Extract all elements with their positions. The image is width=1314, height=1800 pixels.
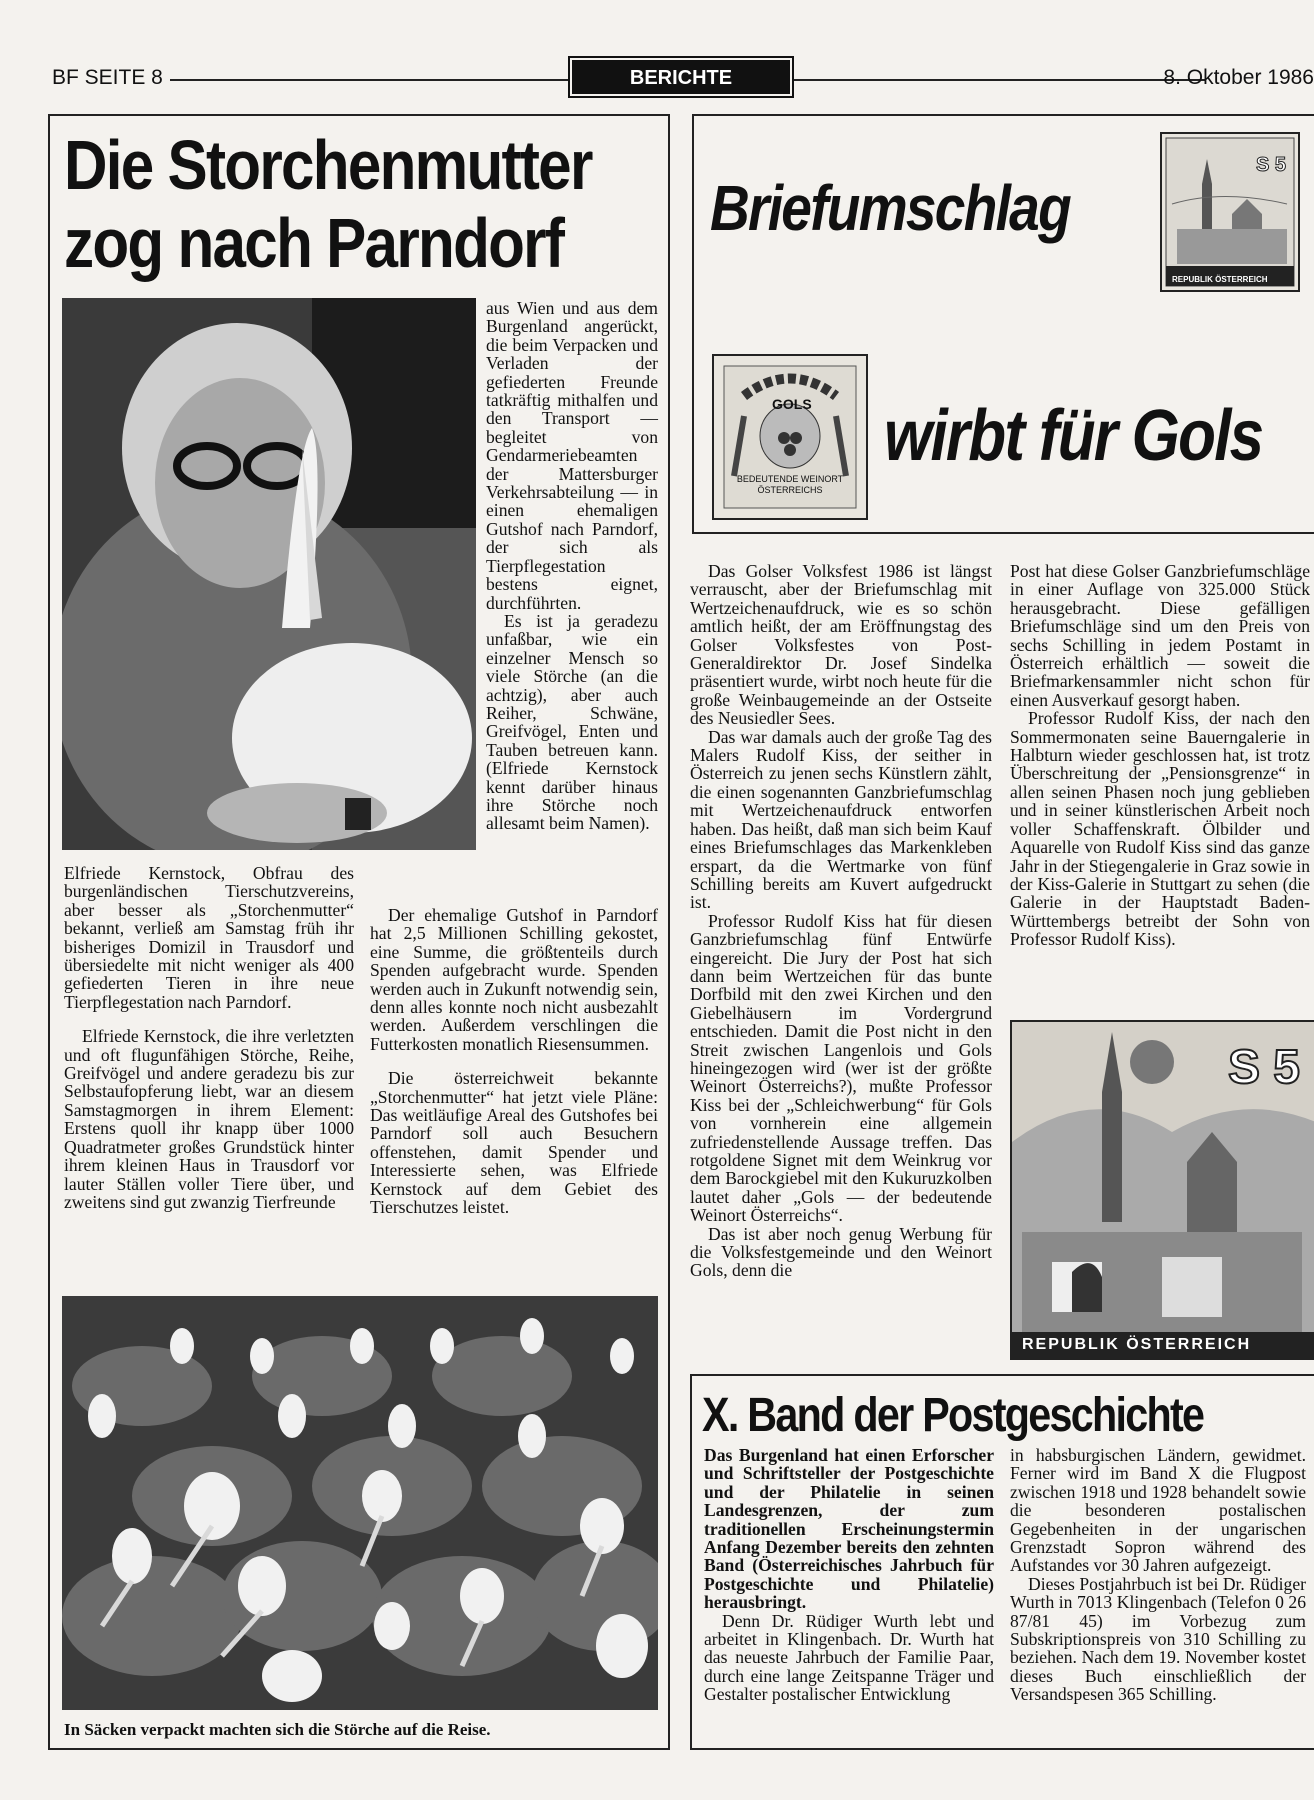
- portrait-illustration: [62, 298, 476, 850]
- story-postgeschichte: [690, 1374, 1314, 1750]
- section-label: BERICHTE: [572, 60, 790, 94]
- storks-illustration: [62, 1296, 658, 1710]
- photo-caption: In Säcken verpackt machten sich die Störche auf die Reise.: [64, 1720, 491, 1739]
- signet-text: BEDEUTENDE WEINORT ÖSTERREICHS: [736, 474, 844, 495]
- issue-date: 8. Oktober 1986: [1163, 66, 1314, 89]
- paragraph: Der ehemalige Gutshof in Parndorf hat 2,5 Millionen Schilling gekostet, eine Summe, die größtenteils durch Spenden aufgebracht wurde. Spenden werden auch in Zukunft notwendig sein, denn alles konnte noch nicht ausbezahlt werden. Außerdem verschlingen die Futterkosten monatlich Riesensummen.: [370, 905, 658, 1054]
- paragraph: in habsburgischen Ländern, gewidmet. Ferner wird im Band X die Flugpost zwischen 1918 und 1928 behandelt sowie die besonderen postalischen Gegebenheiten in der ungarischen Grenzstadt Sopron während des Aufstandes vor 30 Jahren aufgezeigt.: [1010, 1445, 1306, 1576]
- paragraph: Das ist aber noch genug Werbung für die Volksfestgemeinde und den Weinort Gols, denn die: [690, 1223, 992, 1281]
- paragraph: Denn Dr. Rüdiger Wurth lebt und arbeitet in Klingenbach. Dr. Wurth hat das neueste Jahrbuch der Familie Paar, durch eine lange Zeitspanne Träger und Gestalter postalischer Entwicklung: [704, 1610, 994, 1705]
- headline-line-1: Briefumschlag: [710, 172, 1070, 244]
- stamp-value: S 5: [1255, 154, 1286, 176]
- story3-headline: X. Band der Postgeschichte: [702, 1389, 1204, 1442]
- header-rule-right: [794, 79, 1206, 81]
- headline-line-1: Die Storchenmutter: [64, 126, 592, 204]
- story2-column-2: [1010, 562, 1310, 949]
- signet-word: GOLS: [772, 396, 812, 412]
- headline-line-2: zog nach Parndorf: [64, 204, 564, 282]
- stamp-country: REPUBLIK ÖSTERREICH: [1022, 1336, 1252, 1353]
- paragraph: Professor Rudolf Kiss hat für diesen Ganzbriefumschlag fünf Entwürfe eingereicht. Die Jury der Post hat sich dann beim Wertzeichen für das bunte Dorfbild mit den zwei Kirchen und den Giebelhäusern im Vordergrund entschieden. Damit die Post nicht in den Streit zwischen Langenlois und Gols hineingezogen wird (wer ist der größte Weinort Österreichs?), mußte Professor Kiss bei der „Schleichwerbung“ für Gols von vornherein eine allgemein zufriedenstellende Aussage treffen. Das rotgoldene Signet mit dem Weinkrug vor dem Barockgiebel mit den Kukuruzkolben lautet daher „Gols — der bedeutende Weinort Österreichs“.: [690, 910, 992, 1226]
- stamp-small: [1160, 132, 1300, 292]
- story2-column-1: [690, 562, 992, 1280]
- stamp-large: [1010, 1020, 1314, 1360]
- story-briefumschlag-header: [692, 114, 1314, 534]
- story1-column-left: [64, 864, 354, 1211]
- stamp-value: S 5: [1227, 1041, 1300, 1094]
- paragraph: Es ist ja geradezu unfaßbar, wie ein einzelner Mensch so viele Störche (an die achtzig), aber auch Reiher, Schwäne, Greifvögel, Enten und Tauben betreuen kann. (Elfriede Kernstock kennt darüber hinaus ihre Störche noch allesamt beim Namen).: [486, 610, 658, 834]
- paragraph: Das Golser Volksfest 1986 ist längst verrauscht, aber der Briefumschlag mit Wertzeichenaufdruck, wie es so schön amtlich heißt, der am Eröffnungstag des Golser Volksfestes von Post-Generaldirektor Dr. Josef Sindelka präsentiert wurde, wirbt noch heute für die große Weinbaugemeinde an der Ostseite des Neusiedler Sees.: [690, 561, 992, 729]
- gols-signet: [712, 354, 868, 520]
- storks-photo: [62, 1296, 658, 1710]
- portrait-photo: [62, 298, 476, 850]
- story1-column-middle: [370, 906, 658, 1217]
- paragraph: Post hat diese Golser Ganzbriefumschläge in einer Auflage von 325.000 Stück herausgebracht. Diese gefälligen Briefumschläge sind um den Preis von sechs Schilling in jedem Postamt in Österreich erhältlich — soweit die Briefmarkensammler nicht schon für einen Ausverkauf gesorgt haben.: [1010, 561, 1310, 710]
- header-rule-left: [170, 79, 568, 81]
- paragraph: Professor Rudolf Kiss, der nach den Sommermonaten seine Bauerngalerie in Halbturn wieder geschlossen hat, ist trotz Überschreitung der „Pensionsgrenze“ in allen seinen Phasen noch jung geblieben und in seiner künstlerischen Arbeit noch voller Schaffenskraft. Ölbilder und Aquarelle von Rudolf Kiss sind das ganze Jahr in der Stiegengalerie in Graz sowie in der Kiss-Galerie in Stuttgart zu sehen (die Galerie in der Hauptstadt Baden-Württembergs betreibt der Sohn von Professor Rudolf Kiss).: [1010, 708, 1310, 950]
- story3-column-2: [1010, 1446, 1306, 1704]
- story1-column-right: [486, 299, 658, 833]
- lead-paragraph: Das Burgenland hat einen Erforscher und Schriftsteller der Postgeschichte und der Philatelie in seinen Landesgrenzen, der zum traditionellen Erscheinungstermin Anfang Dezember bereits den zehnten Band (Österreichisches Jahrbuch für Postgeschichte und Philatelie) herausbringt.: [704, 1445, 994, 1613]
- story-storchenmutter: [48, 114, 670, 1750]
- paragraph: Die österreichweit bekannte „Storchenmutter“ hat jetzt viele Pläne: Das weitläufige Areal des Gutshofes bei Parndorf soll auch Besuchern offenstehen, damit Spender und Interessierte sehen, was Elfriede Kernstock auf dem Gebiet des Tierschutzes leistet.: [370, 1068, 658, 1218]
- stamp-country: REPUBLIK ÖSTERREICH: [1172, 275, 1268, 284]
- headline-line-2: wirbt für Gols: [884, 396, 1263, 476]
- paragraph: aus Wien und aus dem Burgenland angerückt, die beim Verpacken und Verladen der gefiederten Freunde tatkräftig mithalfen und den Transport — begleitet von Gendarmeriebeamten der Mattersburger Verkehrsabteilung — in einen ehemaligen Gutshof nach Parndorf, der sich als Tierpflegestation bestens eignet, durchführten.: [486, 298, 658, 613]
- page-header: [50, 58, 1314, 98]
- page-number: BF SEITE 8: [52, 66, 163, 89]
- paragraph: Elfriede Kernstock, die ihre verletzten und oft flugunfähigen Störche, Reihe, Greifvögel und andere geradezu bis zur Selbstaufopferung liebt, war an diesem Samstagmorgen in ihrem Element: Erstens quoll ihr knapp über 1000 Quadratmeter großes Grundstück hinter ihrem kleinen Haus in Trausdorf vor lauter Ställen voller Tiere über, und zweitens sind gut zwanzig Tierfreunde: [64, 1026, 354, 1212]
- paragraph: Elfriede Kernstock, Obfrau des burgenländischen Tierschutzvereins, aber besser als „Storchenmutter“ bekannt, verließ am Samstag früh ihr bisheriges Domizil in Trausdorf und übersiedelte mit nicht weniger als 400 gefiederten Tieren in ihre neue Tierpflegestation nach Parndorf.: [64, 863, 354, 1012]
- paragraph: Das war damals auch der große Tag des Malers Rudolf Kiss, der seither in Österreich zu jenen sechs Künstlern zählt, die einen sogenannten Ganzbriefumschlag mit Wertzeichenaufdruck entworfen haben. Das heißt, daß man sich beim Kauf eines Briefumschlages das Markenkleben erspart, da die Wertmarke von fünf Schilling bereits am Kuvert aufgedruckt ist.: [690, 726, 992, 913]
- story3-column-1: [704, 1446, 994, 1704]
- paragraph: Dieses Postjahrbuch ist bei Dr. Rüdiger Wurth in 7013 Klingenbach (Telefon 0 26 87/81 45) im Vorbezug zum Subskriptionspreis von 310 Schilling zu beziehen. Nach dem 19. November kostet dieses Buch einschließlich der Versandspesen 365 Schilling.: [1010, 1573, 1306, 1705]
